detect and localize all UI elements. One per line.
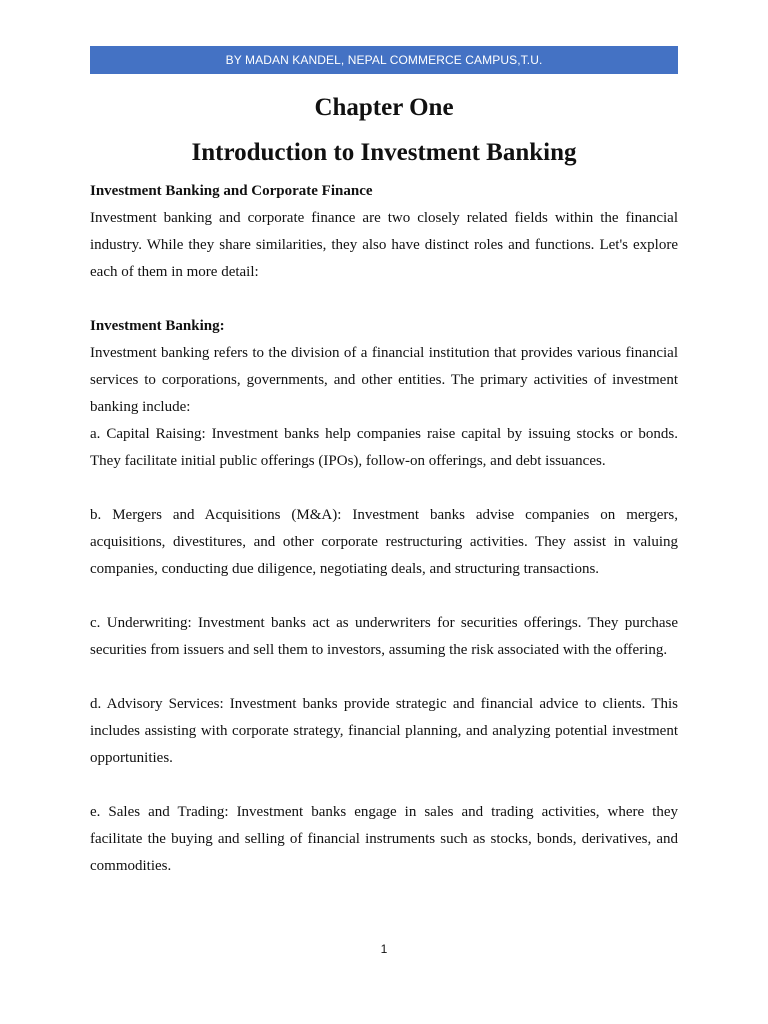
paragraph-spacer: [90, 772, 678, 799]
list-item-sales-trading: e. Sales and Trading: Investment banks engage in sales and trading activities, where they facilitate the buying and selling of financial instruments such as stocks, bonds, derivatives, and commodities.: [90, 804, 678, 874]
page-number: 1: [380, 942, 388, 956]
section-heading-investment-banking: Investment Banking:: [90, 318, 225, 334]
paragraph-intro: Investment banking and corporate finance are two closely related fields within the financial industry. While they share similarities, they also have distinct roles and functions. Let's explore each of them in more detail:: [90, 210, 678, 280]
section-heading-corporate-finance: Investment Banking and Corporate Finance: [90, 183, 373, 199]
paragraph-spacer: [90, 664, 678, 691]
chapter-subtitle: Introduction to Investment Banking: [191, 139, 577, 166]
list-item-underwriting: c. Underwriting: Investment banks act as underwriters for securities offerings. They purchase securities from issuers and sell them to investors, assuming the risk associated with the offering.: [90, 615, 678, 658]
chapter-title: Chapter One: [314, 94, 454, 121]
paragraph-investment-banking: Investment banking refers to the division of a financial institution that provides various financial services to corporations, governments, and other entities. The primary activities of investment banking include:: [90, 345, 678, 415]
paragraph-spacer: [90, 583, 678, 610]
document-body: [90, 178, 678, 880]
list-item-advisory-services: d. Advisory Services: Investment banks provide strategic and financial advice to clients. This includes assisting with corporate strategy, financial planning, and analyzing potential investment opportunities.: [90, 696, 678, 766]
list-item-capital-raising: a. Capital Raising: Investment banks help companies raise capital by issuing stocks or bonds. They facilitate initial public offerings (IPOs), follow-on offerings, and debt issuances.: [90, 426, 678, 469]
paragraph-spacer: [90, 475, 678, 502]
header-banner-text: BY MADAN KANDEL, NEPAL COMMERCE CAMPUS,T.U.: [225, 53, 543, 67]
list-item-mergers-acquisitions: b. Mergers and Acquisitions (M&A): Investment banks advise companies on mergers, acquisitions, divestitures, and other corporate restructuring activities. They assist in valuing companies, conducting due diligence, negotiating deals, and structuring transactions.: [90, 507, 678, 577]
paragraph-spacer: [90, 286, 678, 313]
header-banner: [90, 46, 678, 74]
